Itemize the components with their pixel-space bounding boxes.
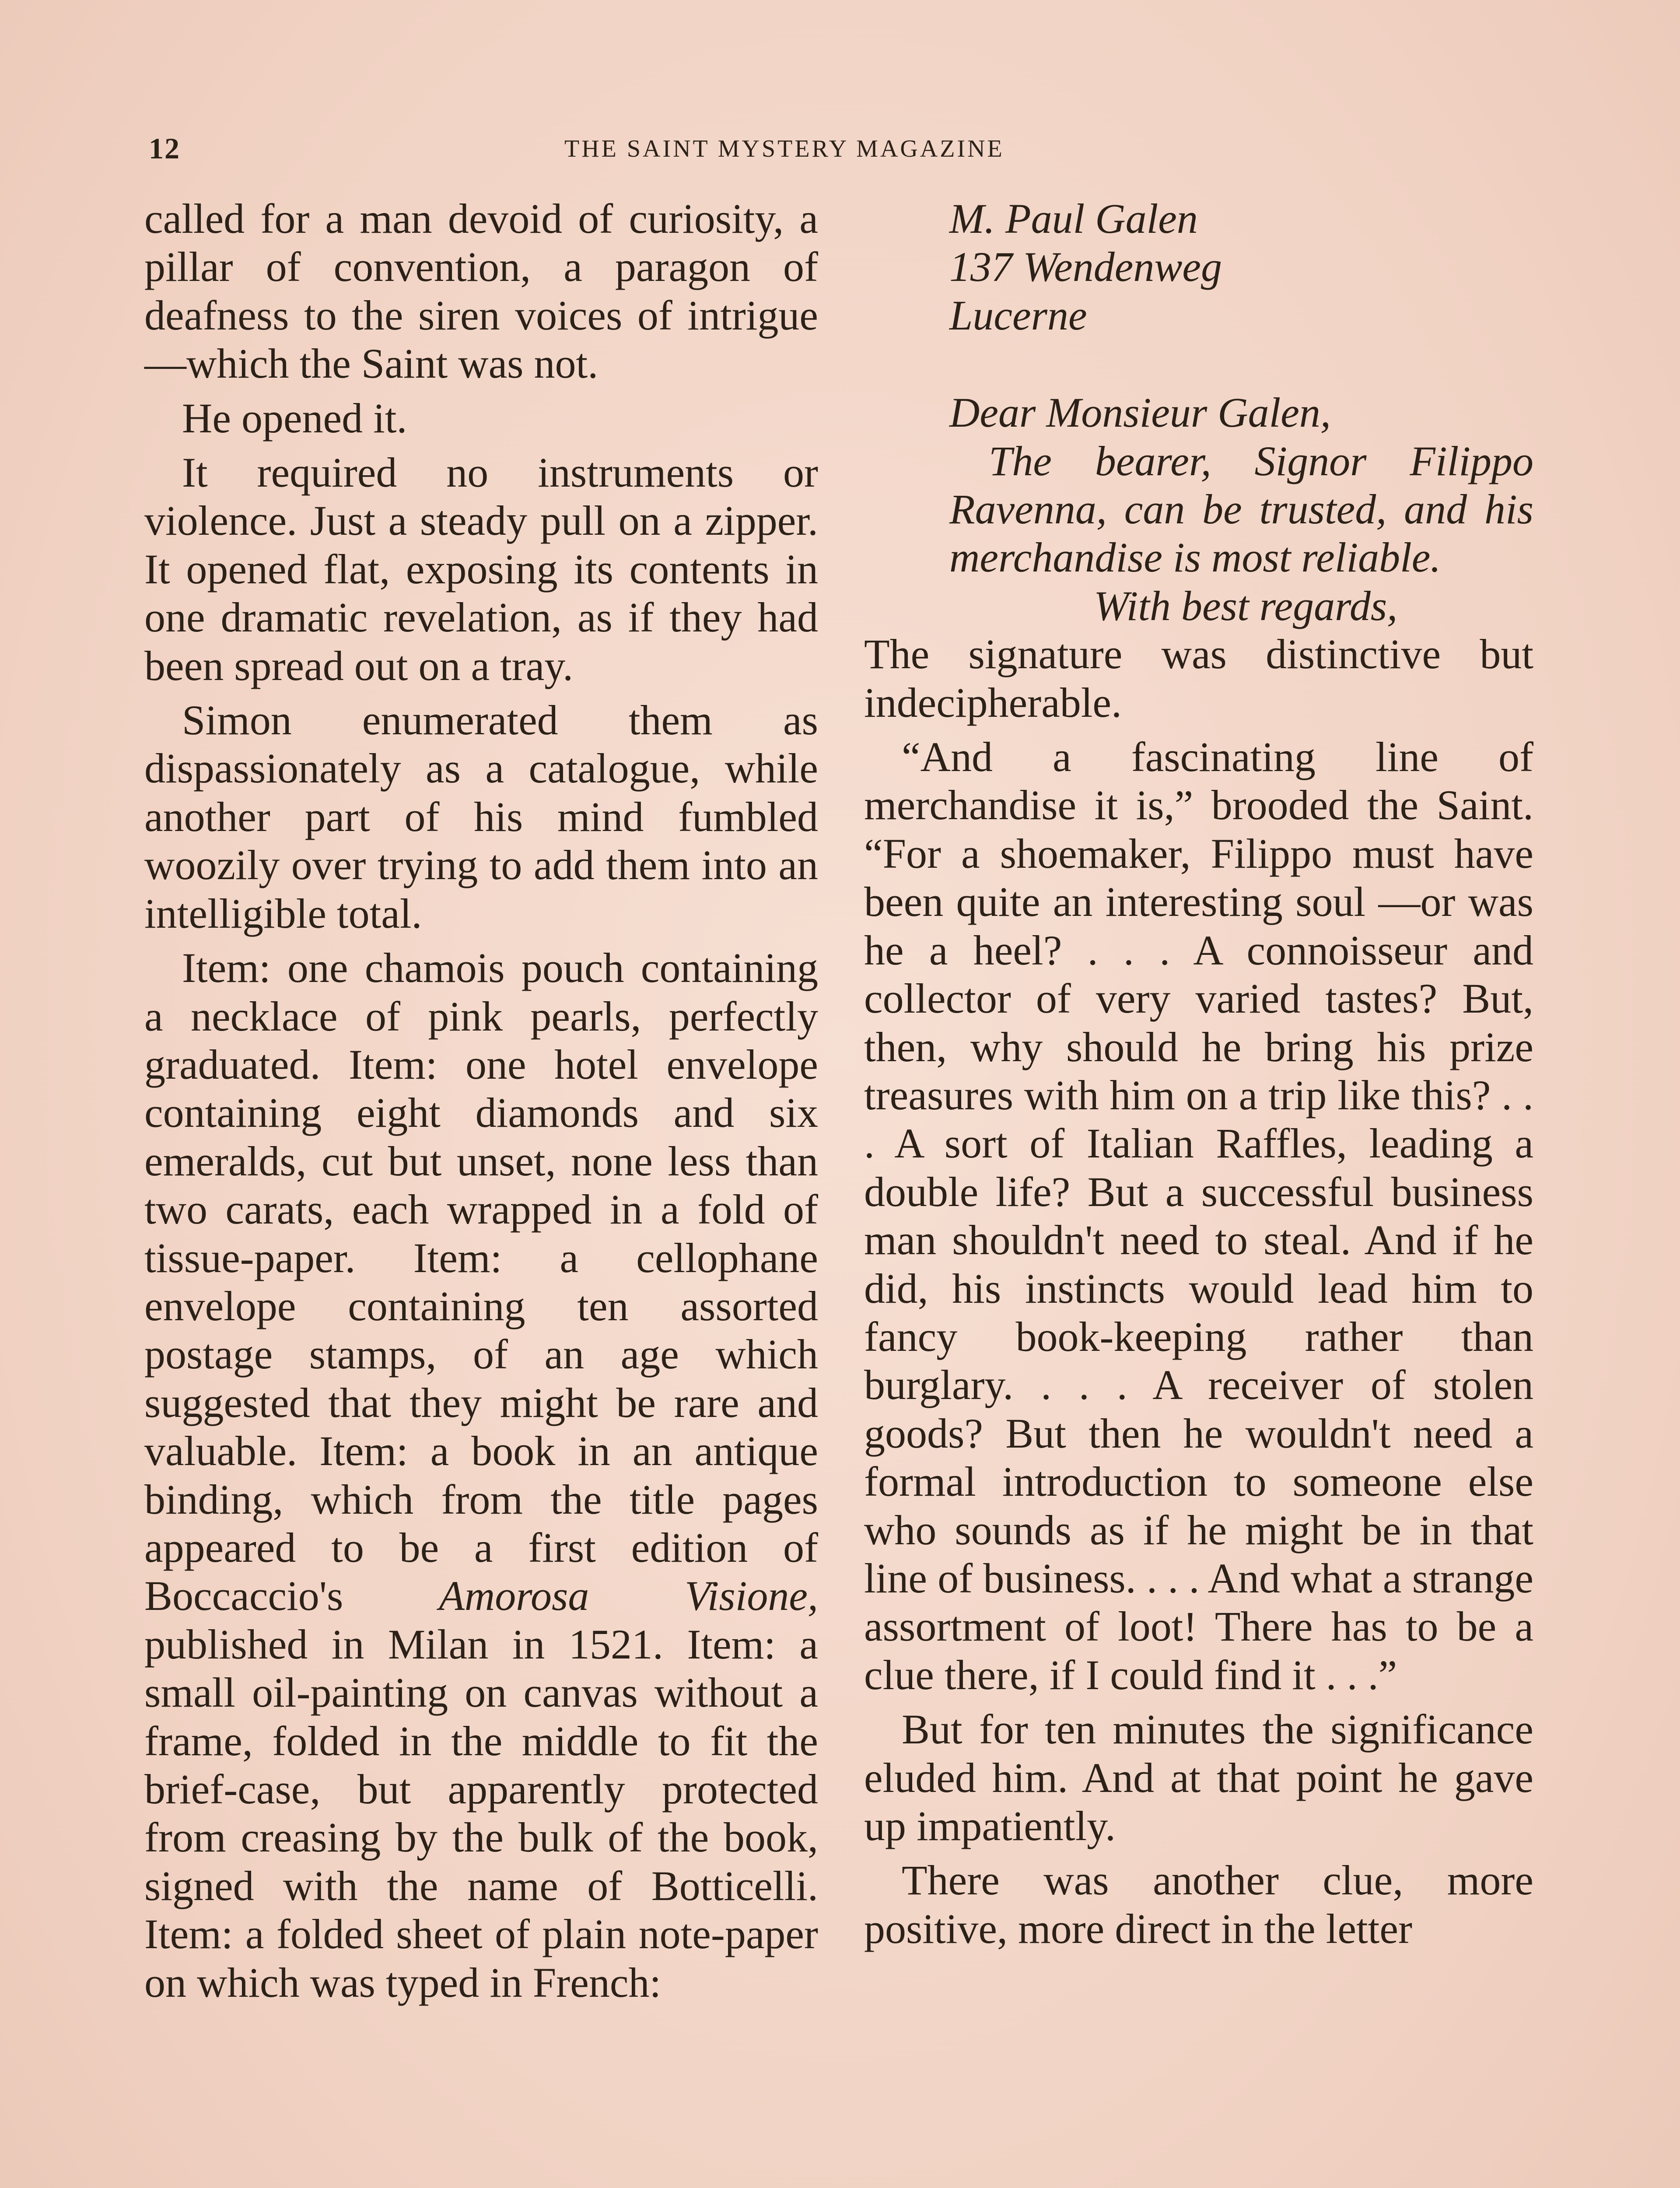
paragraph: There was another clue, more positive, more direct in the letter [864, 1857, 1533, 1952]
running-head: THE SAINT MYSTERY MAGAZINE [564, 135, 1004, 162]
page-number: 12 [149, 132, 180, 165]
paragraph: called for a man devoid of curiosity, a pillar of convention, a paragon of deafness to the siren voices of intrigue—which the Saint was not. [144, 195, 818, 387]
paragraph: But for ten minutes the significance eluded him. And at that point he gave up impatiently. [864, 1706, 1533, 1849]
book-title: Amorosa Visione, [439, 1572, 819, 1620]
page-header [149, 131, 1562, 166]
letter-recipient-name: M. Paul Galen [949, 195, 1198, 242]
paragraph: The signature was distinctive but indecipherable. [864, 631, 1533, 726]
paragraph: “And a fascinating line of merchandise it is,” brooded the Saint. “For a shoemaker, Filippo must have been quite an interesting soul —or was he a heel? . . . A connoisseur and collector of very varied tastes? But, then, why should he bring his prize treasures with him on a trip like this? . . . A sort of Italian Raffles, leading a double life? But a successful business man shouldn't need to steal. And if he did, his instincts would lead him to fancy book-keeping rather than burglary. . . . A receiver of stolen goods? But then he wouldn't need a formal introduction to someone else who sounds as if he might be in that line of business. . . . And what a strange assortment of loot! There has to be a clue there, if I could find it . . .” [864, 733, 1533, 1698]
items-text: Item: one chamois pouch containing a necklace of pink pearls, perfectly graduated. Item: one hotel envelope containing eight diamonds and six emeralds, cut but unset, none less than two carats, each wrapped in a fold of tissue-paper. Item: a cellophane envelope containing ten assorted postage stamps, of an age which suggested that they might be rare and valuable. Item: a book in an antique binding, which from the title pages appeared to be a first edition of Boccaccio's [144, 944, 818, 1620]
letter-closing: With best regards, [1094, 582, 1398, 629]
paragraph: He opened it. [182, 394, 407, 442]
items-paragraph [144, 944, 818, 2007]
typed-letter [864, 195, 1533, 630]
letter-body: The bearer, Signor Filippo Ravenna, can be trusted, and his merchandise is most reliable. [949, 437, 1533, 581]
paragraph: It required no instruments or violence. Just a steady pull on a zipper. It opened flat, exposing its contents in one dramatic revelation, as if they had been spread out on a tray. [144, 449, 818, 689]
left-column [144, 195, 818, 2007]
letter-salutation: Dear Monsieur Galen, [949, 389, 1331, 436]
paragraph: Simon enumerated them as dispassionately as a catalogue, while another part of his mind fumbled woozily over trying to add them into an intelligible total. [144, 697, 818, 937]
right-column [864, 195, 1533, 1953]
letter-city: Lucerne [949, 291, 1087, 339]
items-text-continued: published in Milan in 1521. Item: a small oil-painting on canvas without a frame, folded in the middle to fit the brief-case, but apparently protected from creasing by the bulk of the book, signed with the name of Botticelli. Item: a folded sheet of plain note-paper on which was typed in French: [144, 1620, 818, 2006]
letter-street: 137 Wendenweg [949, 243, 1222, 291]
